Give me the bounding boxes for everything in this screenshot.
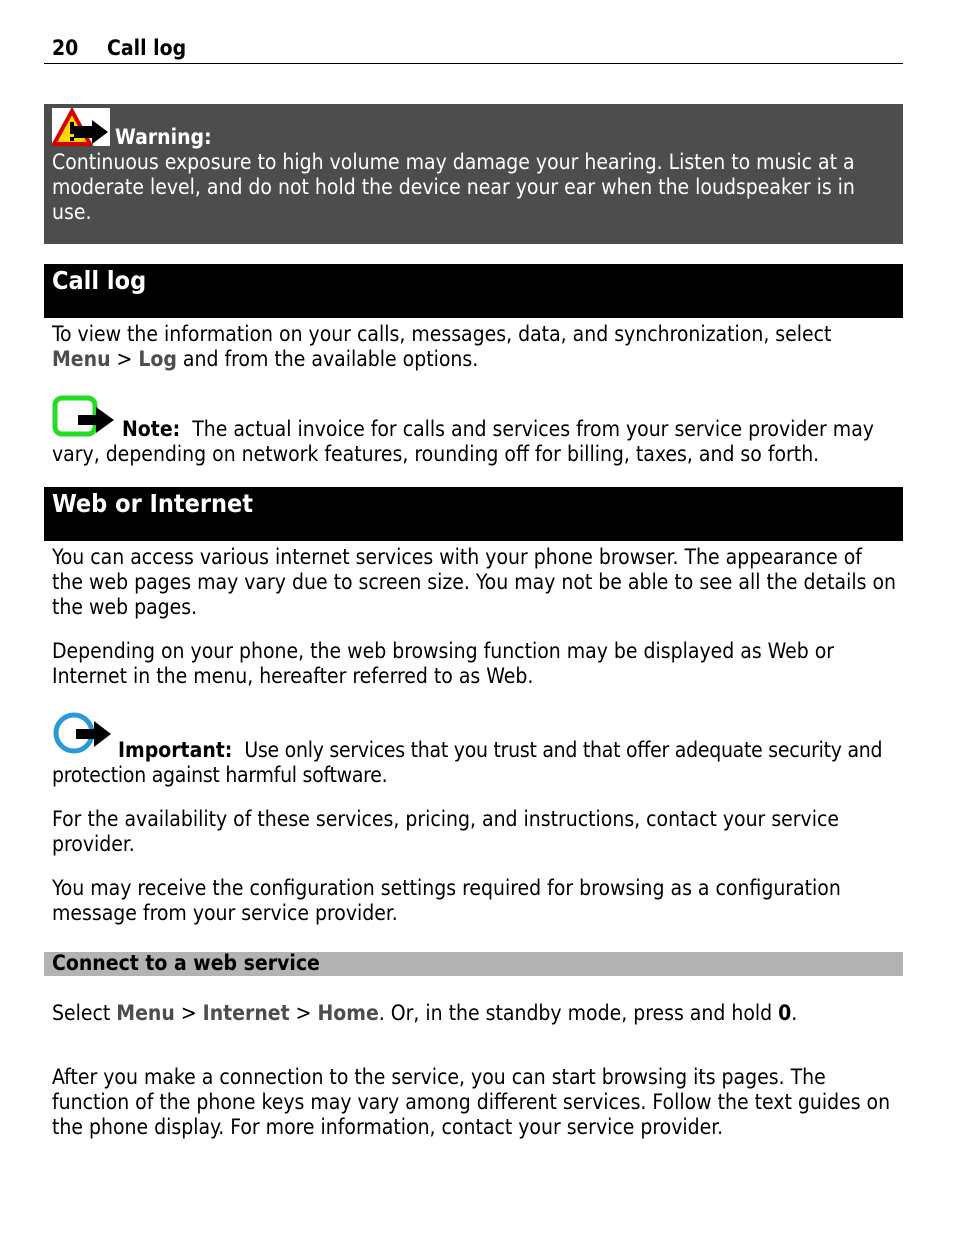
home-link: Home xyxy=(317,1001,379,1025)
internet-link: Internet xyxy=(202,1001,290,1025)
note-label: Note: xyxy=(122,417,181,441)
page-number: 20 xyxy=(52,36,79,60)
warning-label: Warning: xyxy=(115,125,212,149)
page-header xyxy=(44,36,903,64)
section-web-title: Web or Internet xyxy=(52,489,254,518)
web-paragraph-4: You may receive the configuration settings required for browsing as a configuration message from your service provider. xyxy=(52,876,841,925)
connect-paragraph-2: After you make a connection to the service, you can start browsing its pages. The function of the phone keys may vary among different services. Follow the text guides on the phone display. For more information, contact your service provider. xyxy=(52,1065,891,1139)
web-paragraph-2: Depending on your phone, the web browsing function may be displayed as Web or Internet in the menu, hereafter referred to as Web. xyxy=(52,639,835,688)
note-text: Note: The actual invoice for calls and services from your service provider may vary, depending on network features, rounding off for billing, taxes, and so forth. xyxy=(52,417,874,466)
web-paragraph-1: You can access various internet services with your phone browser. The appearance of the web pages may vary due to screen size. You may not be able to see all the details on the web pages. xyxy=(52,545,896,619)
subsection-connect xyxy=(44,952,903,976)
menu-link: Menu xyxy=(116,1001,175,1025)
log-link: Log xyxy=(138,347,177,371)
section-call-log xyxy=(44,264,903,318)
key-zero: 0 xyxy=(778,1001,792,1025)
call-log-intro: To view the information on your calls, messages, data, and synchronization, select Menu > Log and from the available options. xyxy=(52,322,832,371)
warning-text: Continuous exposure to high volume may damage your hearing. Listen to music at a moderate level, and do not hold the device near your ear when the loudspeaker is in use. xyxy=(52,150,855,224)
connect-instructions: Select Menu > Internet > Home. Or, in the standby mode, press and hold 0. xyxy=(52,1001,798,1025)
header-title: Call log xyxy=(107,36,187,60)
section-call-log-title: Call log xyxy=(52,266,147,295)
important-label: Important: xyxy=(118,738,233,762)
warning-icon xyxy=(52,108,110,146)
important-text: Important: Use only services that you trust and that offer adequate security and protection against harmful software. xyxy=(52,738,883,787)
warning-box xyxy=(44,104,903,244)
subsection-connect-title: Connect to a web service xyxy=(52,951,320,975)
section-web xyxy=(44,487,903,541)
web-paragraph-3: For the availability of these services, pricing, and instructions, contact your service provider. xyxy=(52,807,839,856)
menu-link: Menu xyxy=(52,347,111,371)
